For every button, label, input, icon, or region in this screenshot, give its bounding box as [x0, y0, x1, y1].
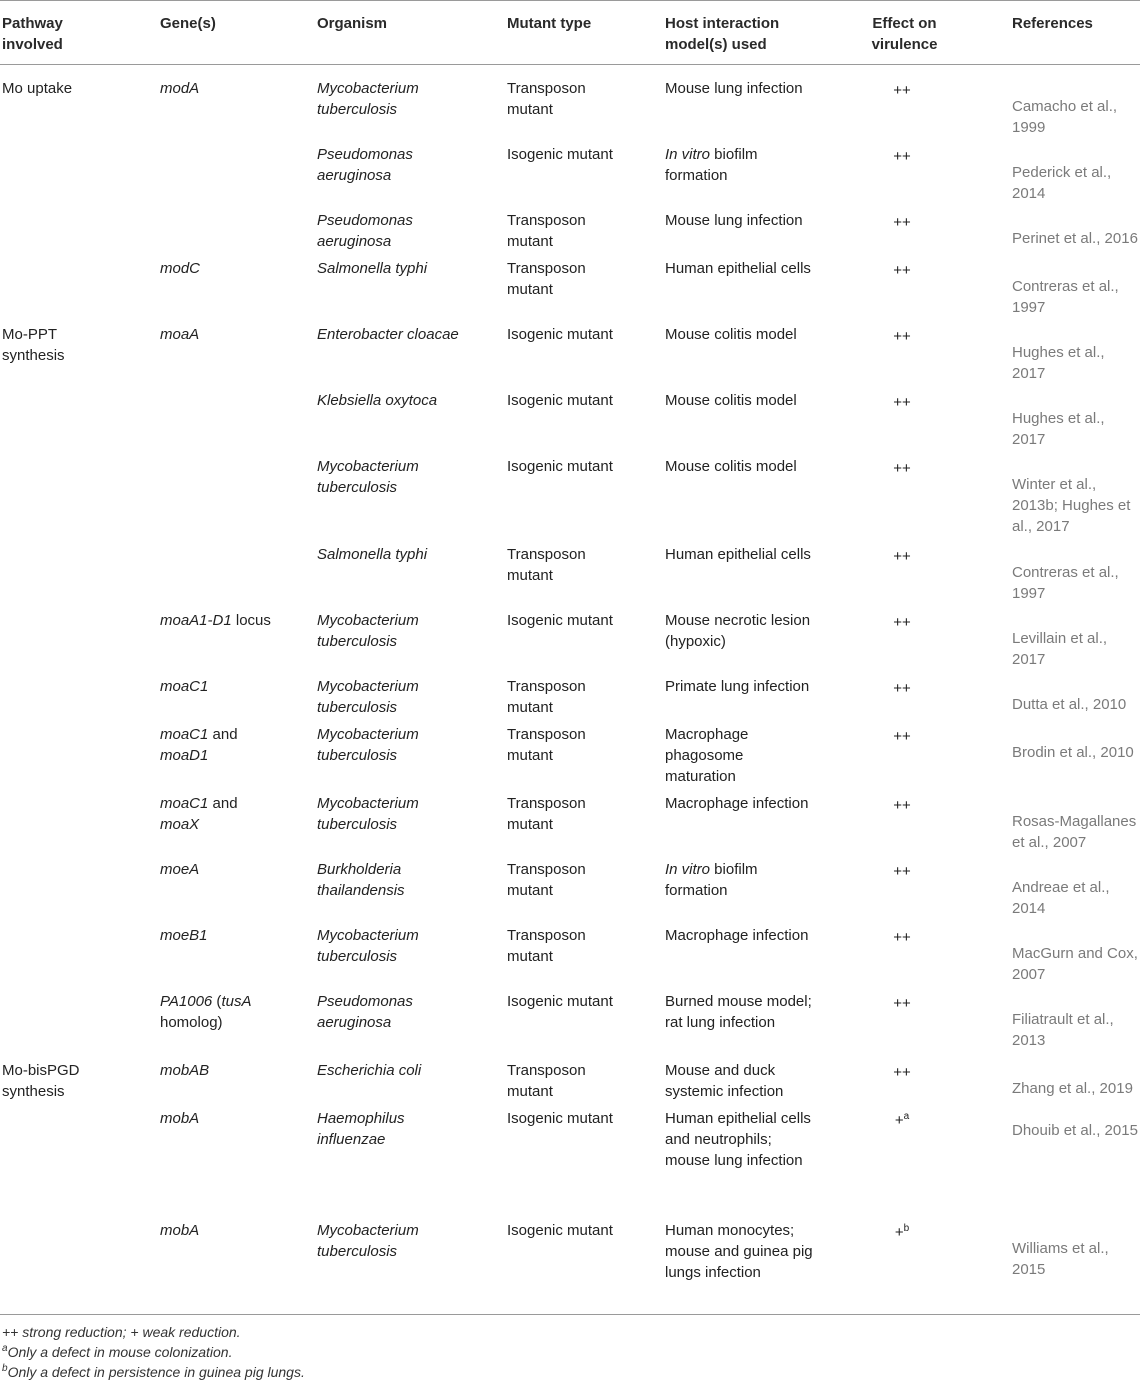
effect-cell: ++: [893, 797, 911, 814]
effect-cell: ++: [893, 328, 911, 345]
effect-cell: +$^b$: [894, 1223, 910, 1241]
host-model-cell: Human epithelial cells and neutrophils; mouse lung infection: [665, 1110, 811, 1169]
effect-cell: ++: [893, 548, 911, 565]
reference-cell: Perinet et al., 2016: [1012, 230, 1138, 247]
host-model-cell: Mouse colitis model: [665, 326, 797, 343]
mutant-type-cell: Isogenic mutant: [507, 146, 613, 163]
header-genes: Gene(s): [160, 15, 216, 32]
host-model-cell: Primate lung infection: [665, 678, 810, 695]
reference-cell: Williams et al., 2015: [1012, 1240, 1109, 1278]
organism-cell: Burkholderia thailandensis: [317, 861, 405, 899]
host-model-cell: In vitro biofilm formation: [665, 861, 758, 899]
host-model-cell: In vitro biofilm formation: [665, 146, 758, 184]
effect-cell: +$^a$: [894, 1111, 910, 1129]
host-model-cell: Mouse and duck systemic infection: [665, 1062, 784, 1100]
effect-cell: ++: [893, 82, 911, 99]
header-organism: Organism: [317, 15, 388, 32]
host-model-cell: Mouse colitis model: [665, 392, 797, 409]
effect-cell: ++: [893, 148, 911, 165]
organism-cell: Pseudomonas aeruginosa: [317, 212, 413, 250]
mutant-type-cell: Isogenic mutant: [507, 1110, 613, 1127]
mutant-type-cell: Isogenic mutant: [507, 1222, 613, 1239]
gene-cell: modC: [160, 260, 201, 277]
effect-cell: ++: [893, 394, 911, 411]
reference-cell: Pederick et al., 2014: [1012, 164, 1112, 202]
reference-cell: Levillain et al., 2017: [1012, 630, 1108, 668]
mutant-type-cell: Transposon mutant: [507, 678, 586, 716]
pathway-cell: Mo-bisPGD synthesis: [2, 1062, 80, 1100]
gene-cell: moeB1: [160, 927, 208, 944]
header-mutant-type: Mutant type: [507, 15, 592, 32]
gene-cell: moaC1 and moaX: [160, 795, 238, 833]
organism-cell: Mycobacterium tuberculosis: [317, 612, 419, 650]
organism-cell: Mycobacterium tuberculosis: [317, 726, 419, 764]
effect-cell: ++: [893, 460, 911, 477]
mutant-type-cell: Isogenic mutant: [507, 392, 613, 409]
mutant-type-cell: Transposon mutant: [507, 1062, 586, 1100]
reference-cell: Dhouib et al., 2015: [1012, 1122, 1138, 1139]
organism-cell: Klebsiella oxytoca: [317, 392, 438, 409]
mutant-type-cell: Isogenic mutant: [507, 993, 613, 1010]
header-effect: Effect on virulence: [871, 15, 938, 53]
host-model-cell: Macrophage phagosome maturation: [665, 726, 749, 785]
reference-cell: Dutta et al., 2010: [1012, 696, 1127, 713]
organism-cell: Pseudomonas aeruginosa: [317, 146, 413, 184]
mutant-type-cell: Transposon mutant: [507, 861, 586, 899]
organism-cell: Enterobacter cloacae: [317, 326, 459, 343]
host-model-cell: Burned mouse model; rat lung infection: [665, 993, 812, 1031]
effect-cell: ++: [893, 929, 911, 946]
gene-cell: mobA: [160, 1222, 200, 1239]
mutant-type-cell: Transposon mutant: [507, 726, 586, 764]
pathway-cell: Mo uptake: [2, 80, 73, 97]
reference-cell: Contreras et al., 1997: [1012, 564, 1119, 602]
gene-cell: moaA1-D1 locus: [160, 612, 271, 629]
organism-cell: Salmonella typhi: [317, 260, 428, 277]
header-pathway: Pathway involved: [2, 15, 63, 53]
organism-cell: Mycobacterium tuberculosis: [317, 795, 419, 833]
organism-cell: Pseudomonas aeruginosa: [317, 993, 413, 1031]
mutant-type-cell: Isogenic mutant: [507, 458, 613, 475]
mutant-type-cell: Transposon mutant: [507, 212, 586, 250]
table-bottom-rule: [0, 1314, 1140, 1315]
footnote-b: $^b$Only a defect in persistence in guinea pig lungs.: [2, 1363, 305, 1380]
gene-cell: moaC1 and moaD1: [160, 726, 238, 764]
host-model-cell: Mouse lung infection: [665, 80, 803, 97]
organism-cell: Haemophilus influenzae: [317, 1110, 405, 1148]
table-header: [0, 0, 1140, 65]
reference-cell: Rosas-Magallanes et al., 2007: [1012, 813, 1137, 851]
organism-cell: Mycobacterium tuberculosis: [317, 80, 419, 118]
header-host-model: Host interaction model(s) used: [665, 15, 780, 53]
host-model-cell: Human epithelial cells: [665, 546, 811, 563]
effect-cell: ++: [893, 995, 911, 1012]
host-model-cell: Human monocytes; mouse and guinea pig lungs infection: [665, 1222, 813, 1281]
reference-cell: Winter et al., 2013b; Hughes et al., 2017: [1012, 476, 1131, 535]
mutant-type-cell: Transposon mutant: [507, 80, 586, 118]
effect-cell: ++: [893, 614, 911, 631]
effect-cell: ++: [893, 214, 911, 231]
host-model-cell: Mouse lung infection: [665, 212, 803, 229]
gene-cell: mobA: [160, 1110, 200, 1127]
organism-cell: Mycobacterium tuberculosis: [317, 927, 419, 965]
reference-cell: Brodin et al., 2010: [1012, 744, 1134, 761]
mutant-type-cell: Transposon mutant: [507, 927, 586, 965]
reference-cell: Hughes et al., 2017: [1012, 344, 1105, 382]
effect-cell: ++: [893, 728, 911, 745]
gene-cell: moaC1: [160, 678, 209, 695]
gene-cell: modA: [160, 80, 200, 97]
reference-cell: Zhang et al., 2019: [1012, 1080, 1133, 1097]
gene-cell: moeA: [160, 861, 200, 878]
effect-cell: ++: [893, 262, 911, 279]
host-model-cell: Mouse colitis model: [665, 458, 797, 475]
gene-cell: mobAB: [160, 1062, 210, 1079]
reference-cell: Andreae et al., 2014: [1012, 879, 1110, 917]
organism-cell: Mycobacterium tuberculosis: [317, 1222, 419, 1260]
mutant-type-cell: Transposon mutant: [507, 546, 586, 584]
mutant-type-cell: Transposon mutant: [507, 260, 586, 298]
reference-cell: MacGurn and Cox, 2007: [1012, 945, 1138, 983]
organism-cell: Salmonella typhi: [317, 546, 428, 563]
effect-cell: ++: [893, 680, 911, 697]
reference-cell: Camacho et al., 1999: [1012, 98, 1118, 136]
mutant-type-cell: Isogenic mutant: [507, 326, 613, 343]
gene-cell: moaA: [160, 326, 200, 343]
footnote-legend: ++ strong reduction; + weak reduction.: [2, 1324, 241, 1340]
organism-cell: Mycobacterium tuberculosis: [317, 458, 419, 496]
mutant-type-cell: Isogenic mutant: [507, 612, 613, 629]
organism-cell: Escherichia coli: [317, 1062, 422, 1079]
host-model-cell: Mouse necrotic lesion (hypoxic): [665, 612, 811, 650]
reference-cell: Contreras et al., 1997: [1012, 278, 1119, 316]
host-model-cell: Macrophage infection: [665, 927, 809, 944]
header-references: References: [1012, 15, 1093, 32]
host-model-cell: Macrophage infection: [665, 795, 809, 812]
effect-cell: ++: [893, 1064, 911, 1081]
host-model-cell: Human epithelial cells: [665, 260, 811, 277]
pathway-cell: Mo-PPT synthesis: [2, 326, 65, 364]
footnote-a: $^a$Only a defect in mouse colonization.: [2, 1343, 233, 1360]
mutant-type-cell: Transposon mutant: [507, 795, 586, 833]
gene-cell: PA1006 (tusA homolog): [160, 993, 252, 1031]
organism-cell: Mycobacterium tuberculosis: [317, 678, 419, 716]
reference-cell: Hughes et al., 2017: [1012, 410, 1105, 448]
reference-cell: Filiatrault et al., 2013: [1012, 1011, 1114, 1049]
effect-cell: ++: [893, 863, 911, 880]
